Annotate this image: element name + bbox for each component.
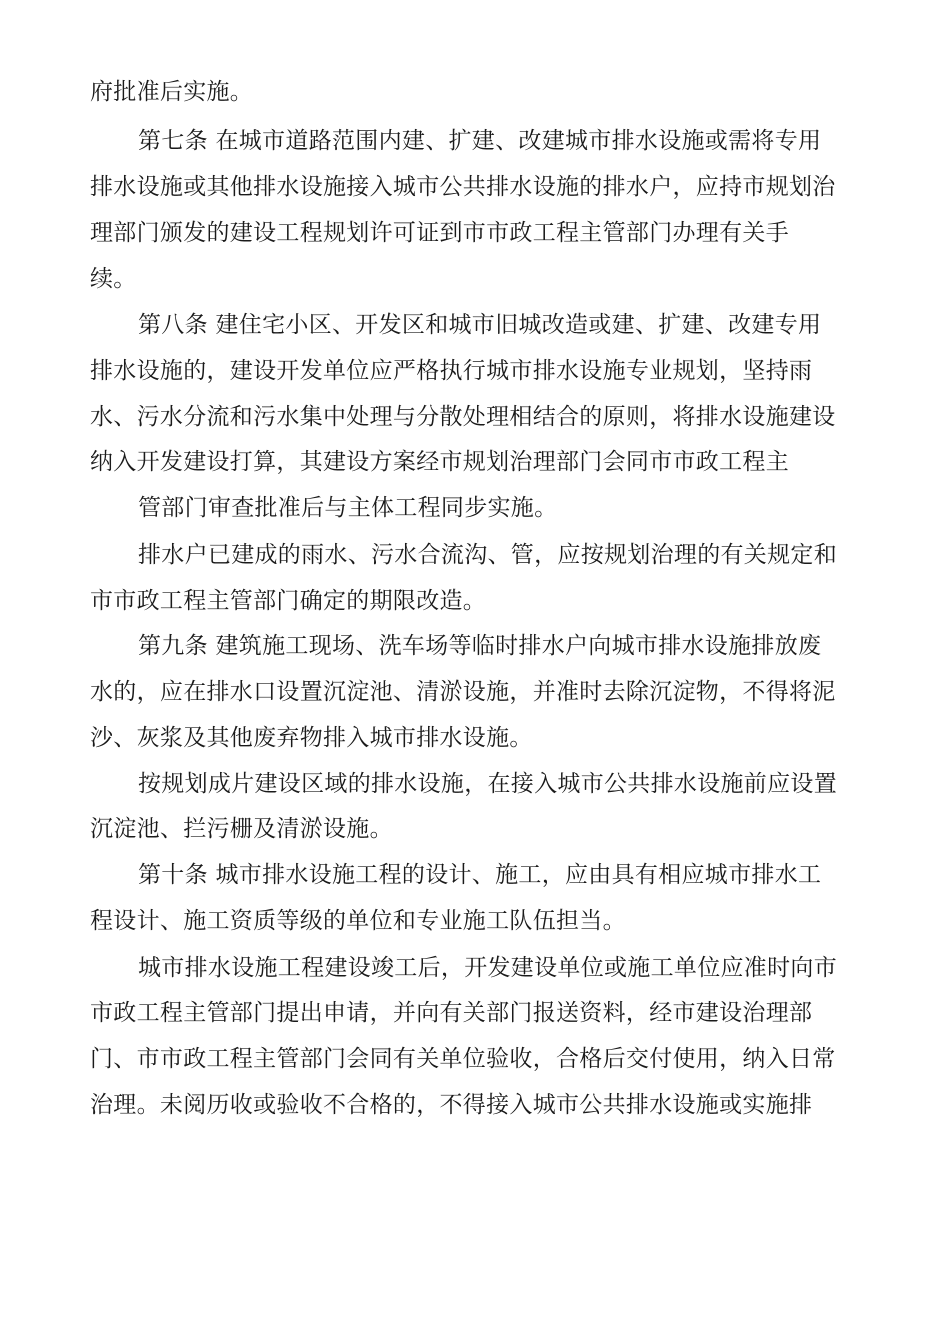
text-line: 管部门审查批准后与主体工程同步实施。 — [138, 495, 558, 521]
text-line: 水的，应在排水口设置沉淀池、清淤设施，并准时去除沉淀物，不得将泥 — [90, 679, 836, 705]
text-line: 治理。未阅历收或验收不合格的，不得接入城市公共排水设施或实施排 — [90, 1092, 813, 1118]
text-line: 排水设施或其他排水设施接入城市公共排水设施的排水户，应持市规划治 — [90, 174, 836, 200]
text-line: 理部门颁发的建设工程规划许可证到市市政工程主管部门办理有关手 — [90, 220, 789, 246]
text-line: 纳入开发建设打算，其建设方案经市规划治理部门会同市市政工程主 — [90, 449, 789, 475]
text-line: 沙、灰浆及其他废弃物排入城市排水设施。 — [90, 725, 533, 751]
paragraph-line: 按规划成片建设区域的排水设施，在接入城市公共排水设施前应设置 — [138, 771, 837, 797]
text-line: 水、污水分流和污水集中处理与分散处理相结合的原则，将排水设施建设 — [90, 404, 836, 430]
article-10-heading-line: 第十条 城市排水设施工程的设计、施工，应由具有相应城市排水工 — [138, 862, 822, 888]
text-line: 市政工程主管部门提出申请，并向有关部门报送资料，经市建设治理部 — [90, 1000, 813, 1026]
text-line: 府批准后实施。 — [90, 79, 254, 105]
article-8-heading-line: 第八条 建住宅小区、开发区和城市旧城改造或建、扩建、改建专用 — [138, 312, 822, 338]
text-line: 市市政工程主管部门确定的期限改造。 — [90, 588, 487, 614]
paragraph-line: 排水户已建成的雨水、污水合流沟、管，应按规划治理的有关规定和 — [138, 542, 837, 568]
text-line: 排水设施的，建设开发单位应严格执行城市排水设施专业规划，坚持雨 — [90, 358, 813, 384]
text-line: 沉淀池、拦污栅及清淤设施。 — [90, 816, 393, 842]
text-line: 门、市市政工程主管部门会同有关单位验收，合格后交付使用，纳入日常 — [90, 1046, 836, 1072]
article-9-heading-line: 第九条 建筑施工现场、洗车场等临时排水户向城市排水设施排放废 — [138, 633, 822, 659]
article-7-heading-line: 第七条 在城市道路范围内建、扩建、改建城市排水设施或需将专用 — [138, 128, 822, 154]
text-line: 续。 — [90, 266, 137, 292]
text-line: 程设计、施工资质等级的单位和专业施工队伍担当。 — [90, 908, 626, 934]
paragraph-line: 城市排水设施工程建设竣工后，开发建设单位或施工单位应准时向市 — [138, 955, 837, 981]
